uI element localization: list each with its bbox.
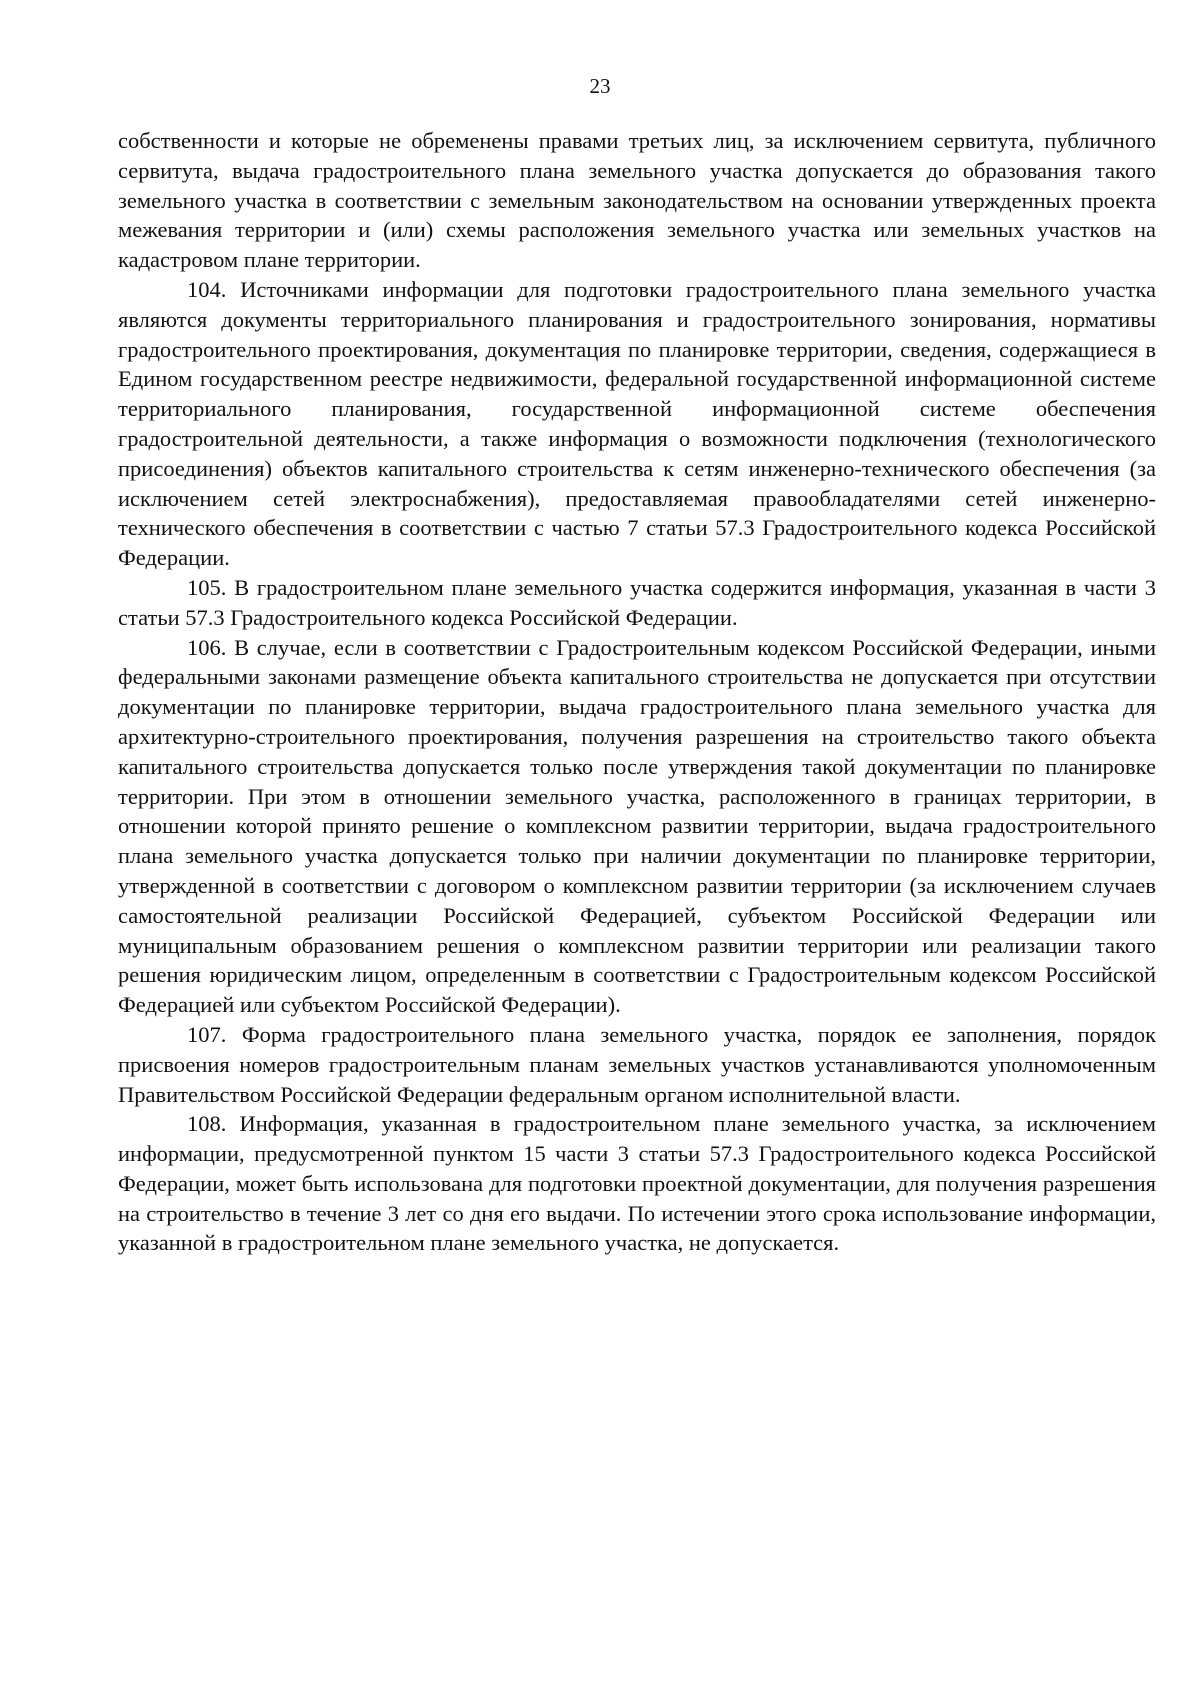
page-number: 23 bbox=[589, 74, 611, 98]
paragraph-106: 106. В случае, если в соответствии с Градостроительным кодексом Российской Федерации, иными федеральными законами размещение объекта капитального строительства не допускается при отсутствии документации по планировке территории, выдача градостроительного плана земельного участка для архитектурно-строительного проектирования, получения разрешения на строительство такого объекта капитального строительства допускается только после утверждения такой документации по планировке территории. При этом в отношении земельного участка, расположенного в границах территории, в отношении которой принято решение о комплексном развитии территории, выдача градостроительного плана земельного участка допускается только при наличии документации по планировке территории, утвержденной в соответствии с договором о комплексном развитии территории (за исключением случаев самостоятельной реализации Российской Федерацией, субъектом Российской Федерации или муниципальным образованием решения о комплексном развитии территории или реализации такого решения юридическим лицом, определенным в соответствии с Градостроительным кодексом Российской Федерацией или субъектом Российской Федерации). bbox=[118, 634, 1156, 1018]
paragraph-104: 104. Источниками информации для подготовки градостроительного плана земельного участка являются документы территориального планирования и градостроительного зонирования, нормативы градостроительного проектирования, документация по планировке территории, сведения, содержащиеся в Едином государственном реестре недвижимости, федеральной государственной информационной системе территориального планирования, государственной информационной системе обеспечения градостроительной деятельности, а также информация о возможности подключения (технологического присоединения) объектов капитального строительства к сетям инженерно-технического обеспечения (за исключением сетей электроснабжения), предоставляемая правообладателями сетей инженерно-технического обеспечения в соответствии с частью 7 статьи 57.3 Градостроительного кодекса Российской Федерации. bbox=[118, 276, 1156, 571]
paragraph-105: 105. В градостроительном плане земельного участка содержится информация, указанная в части 3 статьи 57.3 Градостроительного кодекса Российской Федерации. bbox=[118, 574, 1156, 630]
paragraph-107: 107. Форма градостроительного плана земельного участка, порядок ее заполнения, порядок присвоения номеров градостроительным планам земельных участков устанавливаются уполномоченным Правительством Российской Федерации федеральным органом исполнительной власти. bbox=[118, 1021, 1156, 1107]
paragraph-108: 108. Информация, указанная в градостроительном плане земельного участка, за исключением информации, предусмотренной пунктом 15 части 3 статьи 57.3 Градостроительного кодекса Российской Федерации, может быть использована для подготовки проектной документации, для получения разрешения на строительство в течение 3 лет со дня его выдачи. По истечении этого срока использование информации, указанной в градостроительном плане земельного участка, не допускается. bbox=[118, 1111, 1156, 1256]
paragraph-continuation: собственности и которые не обременены правами третьих лиц, за исключением сервитута, публичного сервитута, выдача градостроительного плана земельного участка допускается до образования такого земельного участка в соответствии с земельным законодательством на основании утвержденных проекта межевания территории и (или) схемы расположения земельного участка или земельных участков на кадастровом плане территории. bbox=[118, 128, 1156, 273]
document-body bbox=[118, 126, 1156, 1258]
